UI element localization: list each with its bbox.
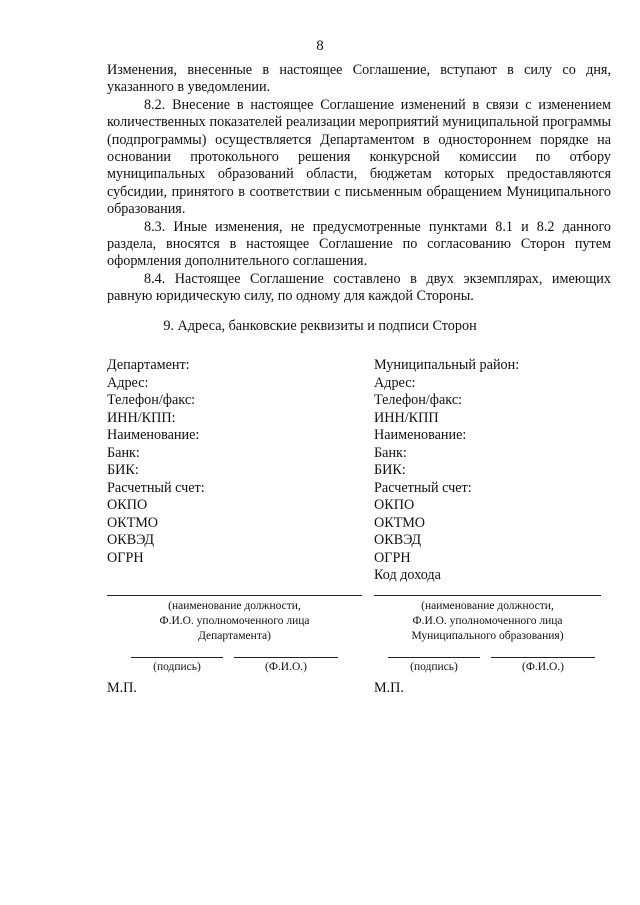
seal-label: М.П. [374,680,404,696]
field-label: Департамент: [107,357,190,373]
signature-line [388,657,480,658]
field-label: Телефон/факс: [107,392,196,408]
fio-label: (Ф.И.О.) [522,661,564,673]
fio-label: (Ф.И.О.) [265,661,307,673]
field-label: ОКТМО [107,514,159,531]
field-label: ОКТМО [374,514,426,531]
position-caption: (наименование должности, Ф.И.О. уполномоченного лица Департамента) [159,600,310,642]
field-label: ИНН/КПП [374,409,439,426]
department-requisites [107,357,362,567]
field-label: Муниципальный район: [374,357,520,373]
signature-label: (подпись) [153,661,201,673]
field-label: ИНН/КПП: [107,409,176,426]
field-label: Наименование: [374,427,467,443]
field-label: Адрес: [107,374,149,391]
paragraph: 8.3. Иные изменения, не предусмотренные пунктами 8.1 и 8.2 данного раздела, вносятся в настоящее Соглашение по согласованию Сторон путем оформления дополнительного соглашения. [107,218,611,270]
field-label: Банк: [374,444,407,461]
fio-line [491,657,595,658]
field-label: ОКПО [107,497,148,513]
page-number: 8 [316,38,324,54]
signature-label: (подпись) [410,661,458,673]
fio-line [234,657,338,658]
municipality-requisites [374,357,604,585]
field-label: БИК: [374,462,406,478]
field-label: ОГРН [374,549,411,566]
paragraph: Изменения, внесенные в настоящее Соглашение, вступают в силу со дня, указанного в уведомлении. [107,62,611,96]
field-label: ОКПО [374,497,415,513]
paragraph: 8.2. Внесение в настоящее Соглашение изменений в связи с изменением количественных показателей реализации мероприятий муниципальной программы (подпрограммы) осуществляется Департаментом в одностороннем порядке на основании протокольного решения конкурсной комиссии по отбору муниципальных образований области, бюджетам которых предоставляются субсидии, принятого в соответствии с письменным обращением Муниципального образования. [107,96,611,218]
field-label: ОКВЭД [107,532,155,548]
field-label: Расчетный счет: [374,479,472,496]
field-label: Адрес: [374,374,416,391]
signature-line [131,657,223,658]
field-label: Телефон/факс: [374,392,463,408]
agreement-text [107,62,611,306]
field-label: ОГРН [107,549,144,566]
field-label: Расчетный счет: [107,479,205,496]
position-signature-line [107,595,362,596]
field-label: Код дохода [374,567,441,583]
position-caption: (наименование должности, Ф.И.О. уполномоченного лица Муниципального образования) [411,600,564,642]
position-signature-line [374,595,601,596]
paragraph: 8.4. Настоящее Соглашение составлено в двух экземплярах, имеющих равную юридическую силу, по одному для каждой Стороны. [107,270,611,305]
field-label: Наименование: [107,427,200,443]
field-label: Банк: [107,444,140,461]
field-label: БИК: [107,462,139,478]
field-label: ОКВЭД [374,532,422,548]
seal-label: М.П. [107,680,137,696]
section-title: 9. Адреса, банковские реквизиты и подписи Сторон [163,318,477,334]
